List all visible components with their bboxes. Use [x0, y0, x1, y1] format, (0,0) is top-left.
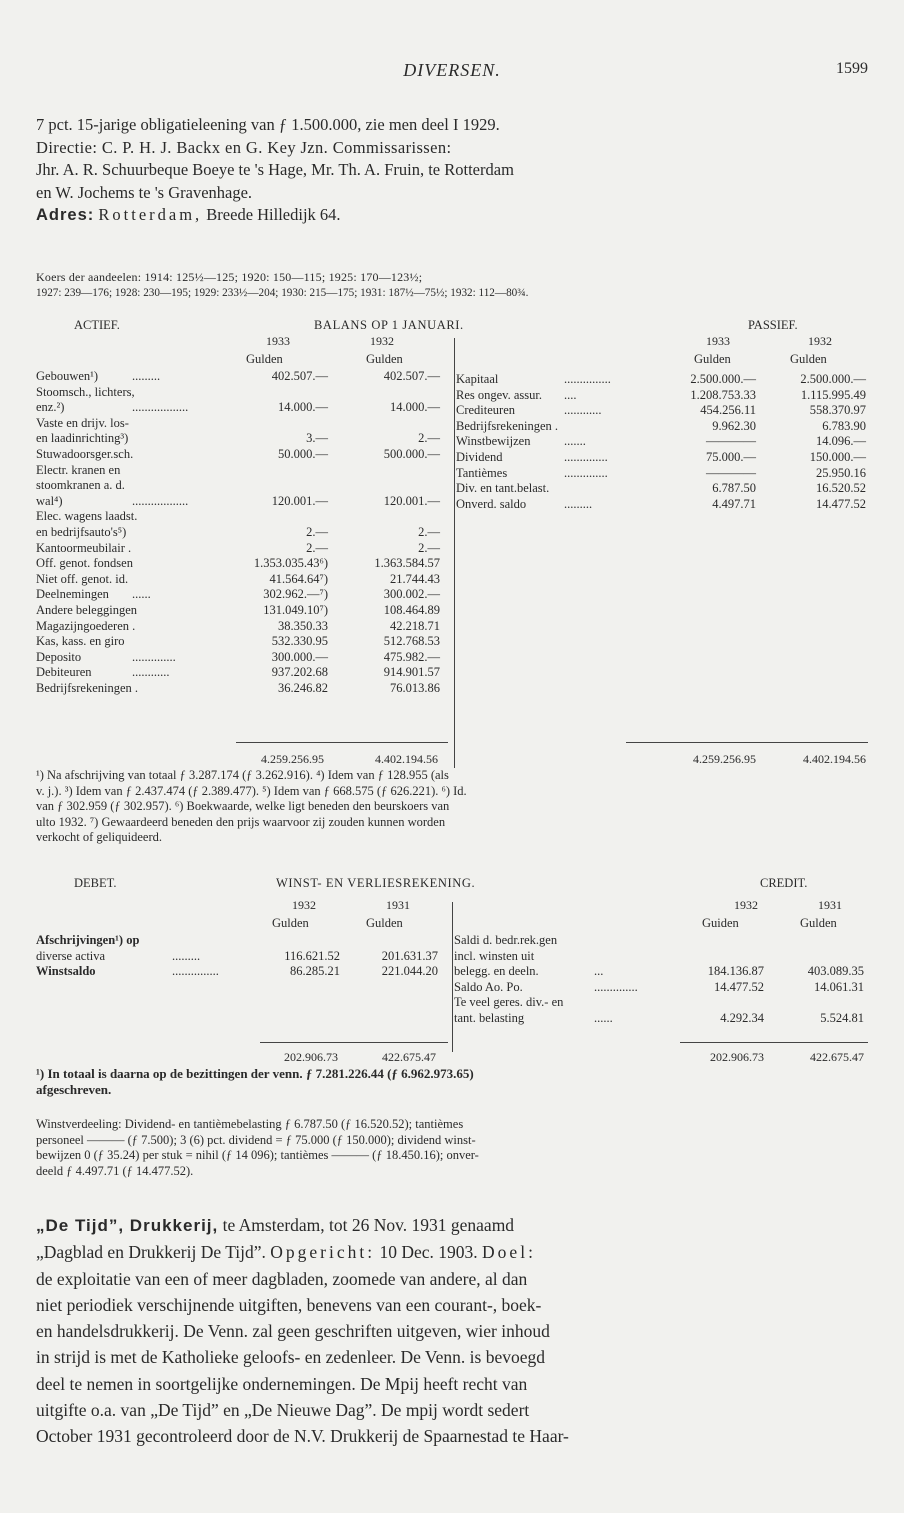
company-text: 10 Dec. 1903.: [375, 1242, 483, 1263]
winst-heading-credit: CREDIT.: [760, 876, 808, 890]
table-row: [36, 572, 446, 588]
row-value-v1932: 1.363.584.57: [374, 556, 440, 571]
intro-line: 7 pct. 15-jarige obligatieleening van ƒ 1.500.000, zie men deel I 1929.: [36, 115, 500, 134]
row-label: Electr. kranen en: [36, 462, 121, 477]
row-value-v1932: 184.136.87: [707, 964, 764, 979]
table-row: [36, 509, 446, 525]
leader-dots: ...............: [564, 372, 611, 386]
actief-total-rule: [236, 742, 448, 743]
row-value-v1932: 14.000.—: [390, 400, 440, 415]
leader-dots: .........: [132, 369, 161, 383]
row-value-v1932: 42.218.71: [390, 618, 440, 633]
balance-heading-passief: PASSIEF.: [748, 318, 798, 332]
row-label: enz.²): [36, 400, 65, 415]
row-label: Andere beleggingen: [36, 602, 138, 617]
row-label: incl. winsten uit: [454, 948, 535, 963]
row-value-v1933: 41.564.64⁷): [269, 571, 328, 586]
year-header: 1932: [734, 898, 758, 912]
verdeeling-line: deeld ƒ 4.497.71 (ƒ 14.477.52).: [36, 1163, 194, 1178]
table-row: [36, 650, 446, 666]
row-value-v1933: 9.962.30: [712, 418, 756, 433]
row-label: Bedrijfsrekeningen .: [456, 418, 559, 433]
leader-dots: ...: [594, 964, 604, 979]
row-value-v1932: 14.477.52: [816, 496, 866, 511]
row-value-v1932: 21.744.43: [390, 571, 440, 586]
row-value-v1933: 14.000.—: [278, 400, 328, 415]
leader-dots: ..............: [564, 449, 608, 464]
row-label: Off. genot. fondsen: [36, 556, 133, 571]
row-label: Saldo Ao. Po.: [454, 979, 523, 994]
leader-dots: .......: [564, 434, 586, 449]
row-label: Te veel geres. div.- en: [454, 995, 564, 1010]
row-value-v1932: 2.—: [418, 540, 440, 555]
row-label: diverse activa: [36, 948, 106, 963]
row-value-v1932: 76.013.86: [390, 680, 440, 695]
row-value-v1931: 201.631.37: [381, 948, 438, 963]
leader-dots: ..............: [594, 979, 638, 994]
row-label: Winstsaldo: [36, 964, 96, 979]
row-label: Afschrijvingen¹) op: [36, 933, 140, 947]
winstverdeeling: [36, 1117, 868, 1179]
balance-heading-title: BALANS OP 1 JANUARI.: [314, 318, 464, 332]
balance-column-divider: [454, 338, 455, 768]
row-label: Stoomsch., lichters,: [36, 384, 135, 399]
row-value-v1932: 914.901.57: [383, 665, 440, 680]
debet-table: [36, 933, 446, 980]
row-value-v1933: 36.246.82: [278, 680, 328, 695]
table-row: [456, 434, 866, 450]
note-line: afgeschreven.: [36, 1081, 112, 1097]
opgericht-label: Opgericht:: [270, 1242, 376, 1263]
row-value-v1931: 14.061.31: [814, 979, 864, 994]
row-value-v1932: 16.520.52: [816, 481, 866, 496]
row-value-v1931: 403.089.35: [807, 964, 864, 979]
row-value-v1932: 150.000.—: [809, 449, 866, 464]
row-value-v1933: ————: [706, 465, 756, 480]
passief-total-rule: [626, 742, 868, 743]
row-label: en bedrijfsauto's⁵): [36, 524, 127, 539]
note-line: van ƒ 302.959 (ƒ 302.957). ⁶) Boekwaarde, welke ligt beneden den beurskoers van: [36, 799, 450, 813]
row-value-v1932: 108.464.89: [383, 602, 440, 617]
table-row: [36, 494, 446, 510]
row-value-v1933: 300.000.—: [271, 649, 328, 664]
table-row: [454, 949, 868, 965]
verdeeling-line: personeel ——— (ƒ 7.500); 3 (6) pct. dividend = ƒ 75.000 (ƒ 150.000); dividend winst-: [36, 1132, 476, 1147]
row-value-v1933: 1.353.035.43⁶): [253, 556, 328, 571]
year-header: 1931: [818, 898, 842, 912]
table-row: [36, 541, 446, 557]
row-value-v1932: 500.000.—: [383, 446, 440, 461]
row-value-v1933: 38.350.33: [278, 618, 328, 633]
row-value-v1932: 116.621.52: [284, 948, 340, 963]
row-label: tant. belasting: [454, 1010, 525, 1025]
unit-header: Gulden: [790, 352, 827, 366]
company-text: te Amsterdam, tot 26 Nov. 1931 genaamd: [218, 1215, 515, 1235]
row-label: Niet off. genot. id.: [36, 571, 129, 586]
row-value-v1933: 4.497.71: [712, 496, 756, 511]
row-value-v1933: 2.—: [306, 540, 328, 555]
company-text: „Dagblad en Drukkerij De Tijd”.: [36, 1242, 271, 1263]
company-name: „De Tijd”, Drukkerij,: [36, 1216, 219, 1235]
row-label: Onverd. saldo: [456, 496, 527, 511]
winst-note: [36, 1066, 868, 1097]
note-line: verkocht of geliquideerd.: [36, 830, 162, 844]
row-label: Winstbewijzen: [456, 434, 531, 449]
row-value-v1932: 2.—: [418, 431, 440, 446]
passief-total-1932: 4.402.194.56: [803, 752, 866, 766]
row-value-v1932: 402.507.—: [383, 369, 440, 383]
row-label: wal⁴): [36, 493, 63, 508]
unit-header: Gulden: [366, 916, 403, 930]
doel-label: Doel:: [482, 1242, 536, 1263]
note-line: ¹) In totaal is daarna op de bezittingen der venn. ƒ 7.281.226.44 (ƒ 6.962.973.65): [36, 1066, 474, 1081]
balance-heading-actief: ACTIEF.: [74, 318, 120, 332]
leader-dots: ..................: [132, 493, 189, 508]
row-label: Bedrijfsrekeningen .: [36, 680, 139, 695]
year-header: 1932: [370, 334, 394, 348]
row-value-v1932: 2.—: [418, 524, 440, 539]
table-row: [454, 964, 868, 980]
table-row: [456, 388, 866, 404]
row-value-v1933: 131.049.10⁷): [263, 602, 328, 617]
row-value-v1932: 4.292.34: [720, 1010, 764, 1025]
debet-total-1932: 202.906.73: [284, 1050, 338, 1064]
company-line: October 1931 gecontroleerd door de N.V. Drukkerij de Spaarnestad te Haar-: [36, 1426, 569, 1447]
year-header: 1932: [292, 898, 316, 912]
row-value-v1932: 25.950.16: [816, 465, 866, 480]
row-label: Deelnemingen: [36, 587, 109, 602]
row-value-v1931: 5.524.81: [820, 1010, 864, 1025]
table-row: [36, 431, 446, 447]
table-row: [456, 419, 866, 435]
leader-dots: ..................: [132, 400, 189, 415]
note-line: v. j.). ³) Idem van ƒ 2.437.474 (ƒ 2.389.477). ⁵) Idem van ƒ 668.575 (ƒ 626.221). ⁶) Id.: [36, 783, 467, 798]
row-label: Magazijngoederen .: [36, 618, 136, 633]
row-label: stoomkranen a. d.: [36, 478, 125, 493]
row-label: Gebouwen¹): [36, 369, 99, 383]
row-value-v1933: 302.962.—⁷): [263, 587, 328, 602]
credit-table: [454, 933, 868, 1027]
row-label: en laadinrichting³): [36, 431, 129, 446]
row-value-v1933: 454.256.11: [700, 403, 756, 418]
koers-block: [36, 270, 868, 301]
row-value-v1932: 558.370.97: [809, 403, 866, 418]
intro-line: en W. Jochems te 's Gravenhage.: [36, 182, 253, 202]
table-row: [36, 416, 446, 432]
credit-total-1932: 202.906.73: [710, 1050, 764, 1064]
leader-dots: ..............: [132, 649, 176, 664]
row-value-v1932: 14.096.—: [816, 434, 866, 449]
row-label: belegg. en deeln.: [454, 964, 539, 979]
intro-line: Directie: C. P. H. J. Backx en G. Key Jzn. Commissarissen:: [36, 137, 452, 157]
running-header-title: DIVERSEN.: [403, 60, 501, 80]
note-line: ulto 1932. ⁷) Gewaardeerd beneden den prijs waarvoor zij zouden kunnen worden: [36, 814, 446, 829]
row-value-v1933: 937.202.68: [271, 665, 328, 680]
leader-dots: ............: [564, 403, 602, 418]
row-value-v1933: 2.500.000.—: [690, 372, 756, 386]
leader-dots: ..............: [564, 465, 608, 480]
table-row: [454, 1011, 868, 1027]
leader-dots: ............: [132, 665, 170, 680]
row-label: Vaste en drijv. los-: [36, 415, 129, 430]
table-row: [36, 478, 446, 494]
table-row: [36, 665, 446, 681]
table-row: [454, 980, 868, 996]
unit-header: Guiden: [702, 916, 739, 930]
company-line: [36, 1239, 868, 1265]
row-label: Res ongev. assur.: [456, 387, 542, 402]
actief-total-1932: 4.402.194.56: [375, 752, 438, 766]
row-value-v1933: 6.787.50: [712, 481, 756, 496]
row-value-v1933: 2.—: [306, 524, 328, 539]
table-row: [36, 369, 446, 385]
table-row: [36, 385, 446, 401]
unit-header: Gulden: [694, 352, 731, 366]
table-row: [36, 949, 446, 965]
table-row: [36, 400, 446, 416]
address-city: Rotterdam,: [98, 205, 203, 224]
balance-notes: [36, 768, 868, 846]
intro-line: Jhr. A. R. Schuurbeque Boeye te 's Hage, Mr. Th. A. Fruin, te Rotterdam: [36, 160, 514, 179]
company-line: [36, 1212, 868, 1239]
company-line: in strijd is met de Katholieke geloofs- en zedenleer. De Venn. is bevoegd: [36, 1347, 545, 1368]
table-row: [36, 603, 446, 619]
leader-dots: ......: [132, 587, 151, 602]
year-header: 1933: [266, 334, 290, 348]
debet-total-rule: [260, 1042, 448, 1043]
unit-header: Gulden: [246, 352, 283, 366]
row-value-v1933: 50.000.—: [278, 446, 328, 461]
table-row: [456, 466, 866, 482]
company-paragraph: [36, 1212, 868, 1450]
company-line: en handelsdrukkerij. De Venn. zal geen geschriften uitgeven, wier inhoud: [36, 1321, 550, 1342]
page-number: 1599: [836, 60, 868, 77]
row-value-v1932: 2.500.000.—: [800, 372, 866, 386]
unit-header: Gulden: [366, 352, 403, 366]
row-value-v1933: 402.507.—: [271, 369, 328, 383]
row-label: Debiteuren: [36, 665, 92, 680]
row-value-v1932: 475.982.—: [383, 649, 440, 664]
table-row: [454, 933, 868, 949]
table-row: [36, 964, 446, 980]
koers-line: Koers der aandeelen: 1914: 125½—125; 1920: 150—115; 1925: 170—123½;: [36, 270, 423, 284]
row-value-v1933: 532.330.95: [271, 634, 328, 649]
company-line: uitgifte o.a. van „De Tijd” en „De Nieuwe Dag”. De mpij wordt sedert: [36, 1400, 530, 1421]
row-value-v1932: 6.783.90: [822, 418, 866, 433]
address-label: Adres:: [36, 206, 95, 224]
row-label: Kapitaal: [456, 372, 499, 386]
row-value-v1933: 120.001.—: [271, 493, 328, 508]
table-row: [456, 372, 866, 388]
row-value-v1932: 300.002.—: [383, 587, 440, 602]
table-row: [36, 525, 446, 541]
leader-dots: .........: [172, 948, 201, 963]
row-label: Div. en tant.belast.: [456, 481, 550, 496]
year-header: 1933: [706, 334, 730, 348]
table-row: [36, 556, 446, 572]
row-value-v1933: 75.000.—: [706, 449, 756, 464]
year-header: 1932: [808, 334, 832, 348]
row-label: Saldi d. bedr.rek.gen: [454, 933, 558, 947]
row-label: Elec. wagens laadst.: [36, 509, 138, 524]
table-row: [36, 463, 446, 479]
winst-heading-title: WINST- EN VERLIESREKENING.: [276, 876, 476, 890]
leader-dots: ....: [564, 387, 577, 402]
row-value-v1931: 221.044.20: [381, 964, 438, 979]
table-row: [454, 995, 868, 1011]
row-value-v1933: 3.—: [306, 431, 328, 446]
note-line: ¹) Na afschrijving van totaal ƒ 3.287.174 (ƒ 3.262.916). ⁴) Idem van ƒ 128.955 (als: [36, 768, 449, 782]
unit-header: Gulden: [800, 916, 837, 930]
leader-dots: ......: [594, 1010, 613, 1025]
actief-total-1933: 4.259.256.95: [261, 752, 324, 766]
row-value-v1932: 86.285.21: [290, 964, 340, 979]
table-row: [36, 587, 446, 603]
winst-heading-debet: DEBET.: [74, 876, 117, 890]
company-line: niet periodiek verschijnende uitgiften, benevens van een courant-, boek-: [36, 1294, 542, 1315]
row-value-v1932: 14.477.52: [714, 979, 764, 994]
table-row: [456, 450, 866, 466]
passief-table: [456, 372, 866, 512]
row-label: Stuwadoorsger.sch.: [36, 446, 134, 461]
table-row: [456, 481, 866, 497]
verdeeling-line: bewijzen 0 (ƒ 35.24) per stuk = nihil (ƒ 14 096); tantièmes ——— (ƒ 18.450.16); onver-: [36, 1148, 479, 1162]
row-label: Dividend: [456, 449, 503, 464]
table-row: [456, 497, 866, 513]
row-value-v1933: 1.208.753.33: [690, 387, 756, 402]
table-row: [36, 933, 446, 949]
winst-column-divider: [452, 902, 453, 1052]
credit-total-rule: [680, 1042, 868, 1043]
year-header: 1931: [386, 898, 410, 912]
table-row: [36, 681, 446, 697]
row-label: Deposito: [36, 649, 82, 664]
row-value-v1933: ————: [706, 434, 756, 449]
company-line: de exploitatie van een of meer dagbladen, zoomede van andere, al dan: [36, 1268, 528, 1289]
table-row: [36, 634, 446, 650]
address-street: Breede Hilledijk 64.: [206, 205, 341, 224]
verdeeling-line: Winstverdeeling: Dividend- en tantièmebelasting ƒ 6.787.50 (ƒ 16.520.52); tantièmes: [36, 1117, 464, 1131]
address-line: [36, 204, 868, 227]
leader-dots: .........: [564, 496, 593, 511]
leader-dots: ...............: [172, 964, 219, 979]
actief-table: [36, 369, 446, 696]
company-line: deel te nemen in soortgelijke ondernemingen. De Mpij heeft recht van: [36, 1373, 528, 1394]
row-label: Kantoormeubilair .: [36, 540, 132, 555]
row-label: Kas, kass. en giro: [36, 634, 125, 649]
table-row: [36, 447, 446, 463]
koers-line: 1927: 239—176; 1928: 230—195; 1929: 233½—204; 1930: 215—175; 1931: 187½—75½; 1932: 112—80¾.: [36, 286, 529, 299]
credit-total-1931: 422.675.47: [810, 1050, 864, 1064]
row-label: Crediteuren: [456, 403, 516, 418]
passief-total-1933: 4.259.256.95: [693, 752, 756, 766]
row-value-v1932: 120.001.—: [383, 493, 440, 508]
table-row: [456, 403, 866, 419]
table-row: [36, 619, 446, 635]
debet-total-1931: 422.675.47: [382, 1050, 436, 1064]
row-value-v1932: 1.115.995.49: [800, 387, 866, 402]
row-value-v1932: 512.768.53: [383, 634, 440, 649]
intro-paragraph: [36, 114, 868, 227]
row-label: Tantièmes: [456, 465, 508, 480]
unit-header: Gulden: [272, 916, 309, 930]
